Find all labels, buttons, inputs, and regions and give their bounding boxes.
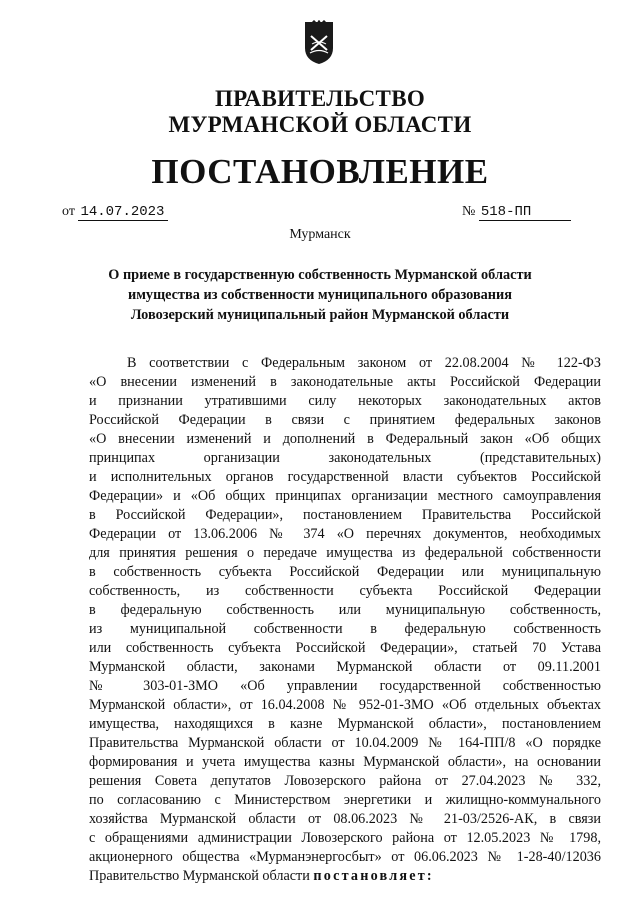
body-line: «О внесении изменений в законодательные акты Российской Федерации (89, 374, 601, 390)
body-line: Правительства Мурманской области от 10.04.2009 № 164-ПП/8 «О порядке (89, 735, 601, 751)
body-line: имущества, находящихся в казне Мурманской области», постановлением (89, 716, 601, 732)
date-prefix: от (62, 204, 75, 219)
body-line: из муниципальной собственности в федеральную собственность (89, 621, 601, 637)
document-type-title: ПОСТАНОВЛЕНИЕ (151, 152, 489, 191)
body-line: Российской Федерации в связи с принятием федеральных законов (89, 412, 601, 428)
city-name: Мурманск (289, 227, 351, 242)
date-value: 14.07.2023 (78, 205, 168, 221)
decree-body (89, 354, 601, 886)
body-line: «О внесении изменений и дополнений в Федеральный закон «Об общих (89, 431, 601, 447)
decree-number (462, 203, 571, 221)
body-line: Мурманской области, законами Мурманской области от 09.11.2001 (89, 659, 601, 675)
body-line: в собственность субъекта Российской Федерации или муниципальную (89, 564, 601, 580)
decree-subject (88, 265, 552, 325)
body-line: и признании утратившими силу некоторых законодательных актов (89, 393, 601, 409)
body-line: № 303-01-ЗМО «Об управлении государственной собственностью (89, 678, 601, 694)
body-line: Федерации» и «Об общих принципах организации местного самоуправления (89, 488, 601, 504)
decree-date (62, 203, 168, 221)
number-value: 518-ПП (479, 205, 571, 221)
body-line: с обращениями администрации Ловозерского района от 12.05.2023 № 1798, (89, 830, 601, 846)
government-name-line1: ПРАВИТЕЛЬСТВО (214, 86, 426, 111)
body-line: решения Совета депутатов Ловозерского района от 27.04.2023 № 332, (89, 773, 601, 789)
body-line: собственность, из собственности субъекта Российской Федерации (89, 583, 601, 599)
body-line: Мурманской области», от 16.04.2008 № 952-01-ЗМО «Об отдельных объектах (89, 697, 601, 713)
body-line: акционерного общества «Мурманэнергосбыт» от 06.06.2023 № 1-28-40/12036 (89, 849, 601, 865)
final-line-prefix: Правительство Мурманской области (89, 868, 314, 884)
body-line: В соответствии с Федеральным законом от 22.08.2004 № 122-ФЗ (127, 355, 601, 371)
body-line: формирования и учета имущества казны Мурманской области», на основании (89, 754, 601, 770)
body-line: Федерации от 13.06.2006 № 374 «О перечнях документов, необходимых (89, 526, 601, 542)
body-line: принципах организации законодательных (представительных) (89, 450, 601, 466)
body-line: хозяйства Мурманской области от 08.06.2023 № 21-03/2526-АК, в связи (89, 811, 601, 827)
subject-line: Ловозерский муниципальный район Мурманской области (130, 307, 510, 323)
body-line: и исполнительных органов государственной власти субъектов Российской (89, 469, 601, 485)
body-line: в Российской Федерации», постановлением Правительства Российской (89, 507, 601, 523)
body-line: в федеральную собственность или муниципальную собственность, (89, 602, 601, 618)
coat-of-arms-icon (302, 20, 336, 65)
body-line: для принятия решения о передаче имущества из федеральной собственности (89, 545, 601, 561)
government-name-line2: МУРМАНСКОЙ ОБЛАСТИ (168, 112, 472, 137)
body-line: по согласованию с Министерством энергетики и жилищно-коммунального (89, 792, 601, 808)
number-prefix: № (462, 204, 476, 219)
subject-line: имущества из собственности муниципального образования (127, 287, 513, 303)
decree-verb: постановляет: (313, 868, 434, 884)
body-line: или собственность субъекта Российской Федерации», статьей 70 Устава (89, 640, 601, 656)
subject-line: О приеме в государственную собственность Мурманской области (108, 267, 532, 283)
body-final-line (89, 867, 601, 886)
